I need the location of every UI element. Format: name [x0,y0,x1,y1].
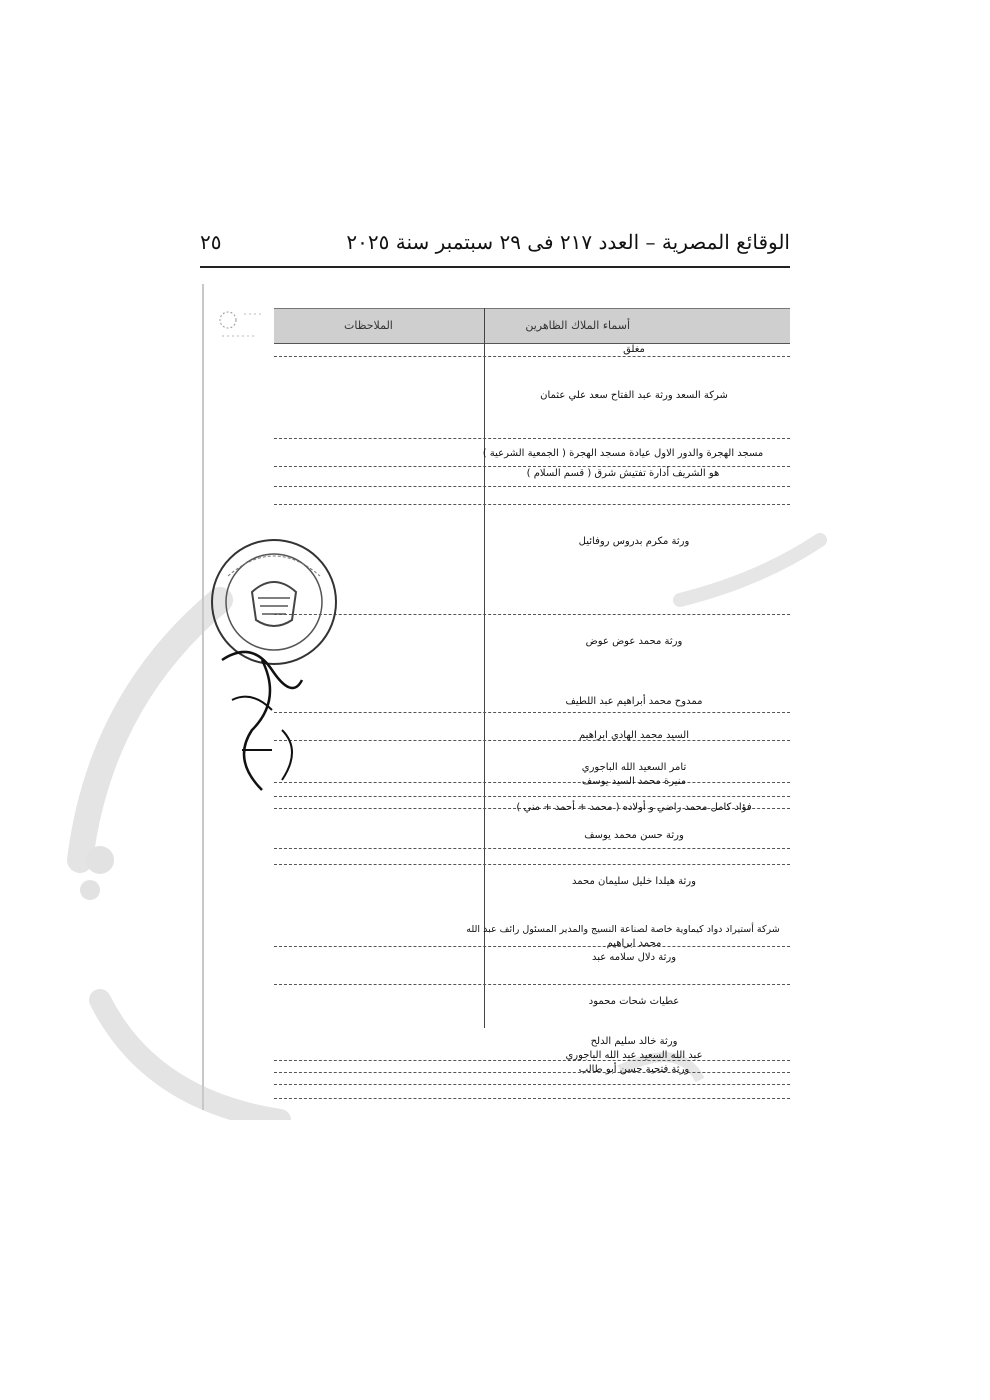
page-number: ٢٥ [200,230,222,254]
owner-cell: ورثة حسن محمد يوسف [584,830,684,841]
owner-cell: منيرة محمد السيد يوسف [581,776,687,787]
page-header [200,226,790,266]
owner-cell: محمد ابراهيم [606,938,662,949]
owner-cell: ورثة محمد عوض عوض [585,636,683,647]
row-separator [274,848,790,849]
owner-cell: شركة السعد ورثة عبد الفتاح سعد علي عثمان [540,390,728,401]
row-separator [274,614,790,615]
owner-cell: شركة أستيراد دواد كيماوية خاصة لصناعة النسيج والمدير المسئول رائف عبد الله [466,924,780,935]
owner-cell: ورثة مكرم بدروس روفائيل [578,536,690,547]
column-divider [484,308,485,1028]
owner-cell: مغلق [623,344,645,355]
row-separator [274,1098,790,1099]
row-separator [274,1084,790,1085]
header-rule [200,266,790,268]
owner-cell: عبد الله السعيد عبد الله الباجوري [565,1050,703,1061]
table-header [274,308,790,344]
handwritten-signature [212,640,322,800]
owners-table [274,308,790,1098]
owner-cell: ورثة فتحية حسن أبو طالب [578,1064,690,1075]
row-separator [274,796,790,797]
owner-cell: ممدوح محمد أبراهيم عبد اللطيف [565,696,703,707]
owner-cell: ورثة هيلدا خليل سليمان محمد [572,876,696,887]
owner-cell: ورثة خالد سليم الدلح [590,1036,678,1047]
row-separator [274,504,790,505]
scan-edge [202,284,204,1110]
row-separator [274,356,790,357]
column-header-notes: الملاحظات [344,319,393,332]
row-separator [274,864,790,865]
row-separator [274,712,790,713]
row-separator [274,466,790,467]
gazette-title: الوقائع المصرية – العدد ٢١٧ فى ٢٩ سبتمبر سنة ٢٠٢٥ [346,230,790,254]
row-separator [274,486,790,487]
owner-cell: تامر السعيد الله الباجوري [581,762,687,773]
scan-marks [214,306,274,346]
owner-cell: فؤاد كامل محمد راضي و أولاده ( محمد + أحمد + مني ) [516,802,752,813]
row-separator [274,984,790,985]
column-header-owners: أسماء الملاك الظاهرين [525,319,630,332]
owner-cell: السيد محمد الهادي ابراهيم [579,730,689,741]
owner-cell: عطيات شحات محمود [588,996,680,1007]
owner-cell: مسجد الهجرة والدور الاول عيادة مسجد الهجرة ( الجمعية الشرعية ) [482,448,764,459]
owner-cell: ورثة دلال سلامه عبد [591,952,677,963]
owner-cell: هو الشريف أدارة تفتيش شرق ( قسم السلام ) [526,468,720,479]
row-separator [274,438,790,439]
